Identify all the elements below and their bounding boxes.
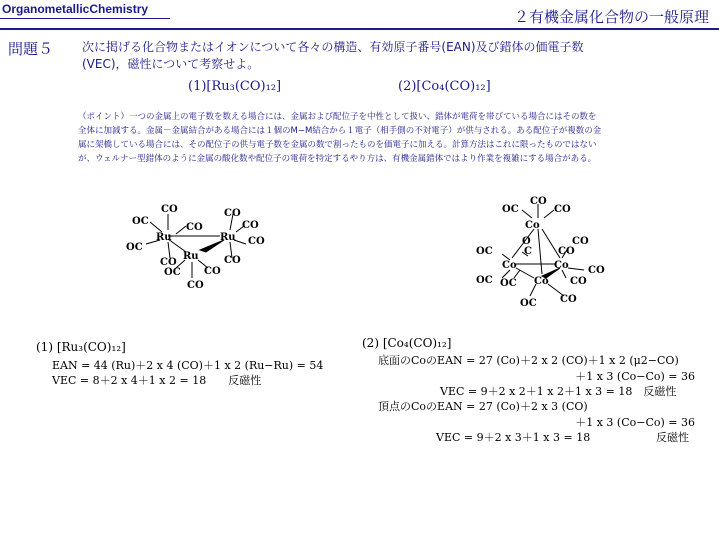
answer-1-title: (1) [Ru₃(CO)₁₂] (36, 340, 126, 354)
problem-line-1: 次に掲げる化合物またはイオンについて各々の構造、有効原子番号(EAN)及び錯体の価電子数 (82, 40, 584, 54)
co-atom-left: Co (502, 260, 517, 271)
co-bridge-o: O (522, 236, 531, 247)
co-atom-apex: Co (525, 220, 540, 231)
co-co-1: CO (530, 196, 547, 207)
co-oc-5: OC (520, 298, 537, 309)
co-oc-3: OC (476, 275, 493, 286)
header-rule (0, 28, 719, 30)
answer-2-base-ean-cont: ＋1 x 3 (Co−Co) = 36 (575, 370, 695, 383)
slide-title: ２有機金属化合物の一般原理 (513, 8, 709, 26)
problem-line-2: (VEC)，磁性について考察せよ。 (82, 57, 260, 71)
ru-atom-2: Ru (220, 232, 236, 243)
ru-co-3: CO (224, 208, 241, 219)
ru-co-1: CO (161, 204, 178, 215)
co-oc-1: OC (502, 204, 519, 215)
answer-2-base-ean: 底面のCoのEAN = 27 (Co)＋2 x 2 (CO)＋1 x 2 (μ2−CO) (378, 354, 679, 367)
ru-co-4: CO (242, 220, 259, 231)
ru-co-7: CO (224, 255, 241, 266)
co-co-3: CO (572, 236, 589, 247)
answer-2-apex-magnetism: 反磁性 (656, 431, 689, 444)
co-co-6: CO (570, 276, 587, 287)
ru-atom-1: Ru (156, 232, 172, 243)
compound-2-label: (2)[Co₄(CO)₁₂] (398, 79, 491, 94)
ru-atom-3: Ru (183, 251, 199, 262)
ru-co-9: CO (187, 280, 204, 291)
ru-oc-1: OC (132, 216, 149, 227)
co-co-7: CO (560, 294, 577, 305)
ru-co-6: CO (160, 257, 177, 268)
answer-2-base-vec: VEC = 9＋2 x 2＋1 x 2＋1 x 3 = 18 反磁性 (440, 385, 677, 398)
answer-1-vec: VEC = 8＋2 x 4＋1 x 2 = 18 反磁性 (52, 374, 262, 387)
compound-1-label: (1)[Ru₃(CO)₁₂] (188, 79, 282, 94)
point-line-1: （ポイント）一つの金属上の電子数を数える場合には、金属および配位子を中性として扱い、錯体が電荷を帯びている場合にはその数を (78, 112, 597, 122)
co-oc-2: OC (476, 246, 493, 257)
ru-co-5: CO (248, 236, 265, 247)
answer-1-ean: EAN = 44 (Ru)＋2 x 4 (CO)＋1 x 2 (Ru−Ru) = 54 (52, 359, 324, 372)
answer-2-apex-ean-cont: ＋1 x 3 (Co−Co) = 36 (575, 416, 695, 429)
ru-co-2: CO (186, 222, 203, 233)
co-co-5: CO (588, 265, 605, 276)
point-line-2: 全体に加減する。金属－金属結合がある場合には１個のM−M結合から１電子（相手側の不対電子）が供与される。ある配位子が複数の金 (78, 126, 602, 136)
ru-oc-2: OC (126, 242, 143, 253)
co-bridge-c: C (524, 246, 532, 257)
co-atom-right: Co (554, 260, 569, 271)
co-co-4: CO (558, 246, 575, 257)
answer-2-apex-ean: 頂点のCoのEAN = 27 (Co)＋2 x 3 (CO) (378, 400, 588, 413)
co4-co12-structure (472, 192, 622, 312)
answer-2-title: (2) [Co₄(CO)₁₂] (362, 336, 452, 350)
answer-2-apex-vec: VEC = 9＋2 x 3＋1 x 3 = 18 (436, 431, 591, 444)
problem-label: 問題５ (8, 40, 54, 58)
point-line-3: 属に架橋している場合には、その配位子の供与電子数を金属の数で割ったものを価電子に加える。計算方法はこれに限ったものではない (78, 140, 597, 150)
ru3-co12-structure (120, 200, 280, 295)
point-line-4: が、ウェルナー型錯体のように金属の酸化数や配位子の電荷を特定するやり方は、有機金属錯体ではより作業を複雑にする場合がある。 (78, 154, 597, 164)
co-oc-4: OC (500, 278, 517, 289)
ru-oc-3: OC (164, 267, 181, 278)
ru-co-8: CO (204, 266, 221, 277)
co-atom-front: Co (534, 276, 549, 287)
co-co-2: CO (554, 204, 571, 215)
course-title: OrganometallicChemistry (2, 2, 149, 16)
header-rule-left (0, 18, 170, 19)
